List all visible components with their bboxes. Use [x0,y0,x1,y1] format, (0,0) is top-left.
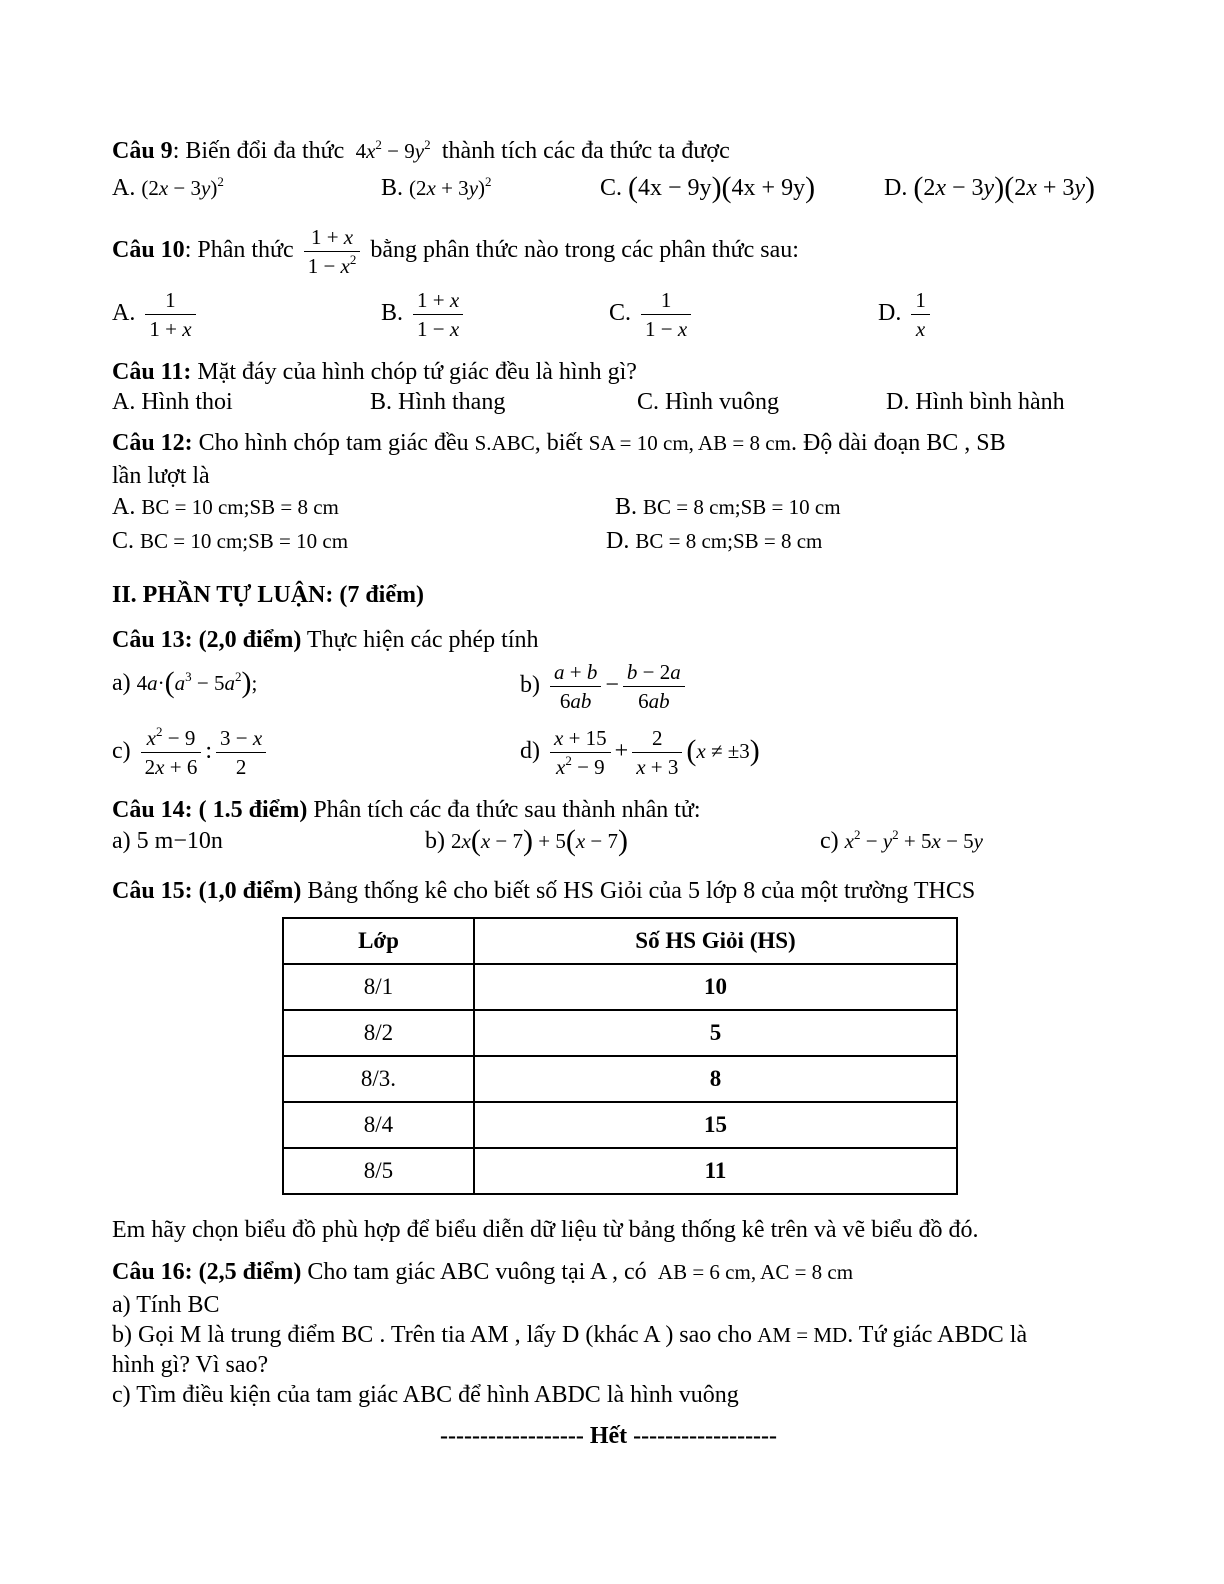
q9-option-a: A. $(2x - 3y)^2$ [112,174,224,201]
q13-part-d: d) $\frac{x + 15}{x^2 - 9}$ + $\frac{2}{x + 3}$ (x ≠ ±3) [520,725,760,779]
q16-part-b-line2: hình gì? Vì sao? [112,1352,269,1378]
table-header-cell: Số HS Giỏi (HS) [474,918,957,964]
q12-option-d: D. BC = 8 cm;SB = 8 cm [606,528,823,554]
q12-option-b: B. BC = 8 cm;SB = 10 cm [615,494,841,520]
q12-line2: lần lượt là [112,463,210,489]
table-cell: 8 [474,1056,957,1102]
table-row [283,1010,957,1056]
table-header-row [283,918,957,964]
statistics-table [282,917,958,1195]
q9-option-c: C. (4x − 9y)(4x + 9y) [600,171,816,204]
q15-instruction: Em hãy chọn biểu đồ phù hợp để biểu diễn dữ liệu từ bảng thống kê trên và vẽ biểu đồ đó. [112,1217,979,1243]
table-row [283,964,957,1010]
table-cell: 10 [474,964,957,1010]
q10-option-a: A. $\frac{1}{1 + x}$ [112,283,200,343]
table-cell: 8/3. [283,1056,474,1102]
question-label: Câu 15: (1,0 điểm) [112,878,302,904]
q10-option-d: D. $\frac{1}{x}$ [878,283,934,343]
q13-part-c: c) $\frac{x^2 - 9}{2x + 6}$ : $\frac{3 - x}{2}$ [112,721,270,781]
q14-part-a: a) 5 m−10n [112,828,223,854]
question-label: Câu 11: [112,359,192,385]
question-label: Câu 12: [112,430,193,456]
question-label: Câu 14: ( 1.5 điểm) [112,797,308,823]
table-cell: 8/4 [283,1102,474,1148]
section-heading: II. PHẦN TỰ LUẬN: (7 điểm) [112,582,424,608]
table-cell: 5 [474,1010,957,1056]
q11-option-c: C. Hình vuông [637,389,780,415]
q12-option-c: C. BC = 10 cm;SB = 10 cm [112,528,349,554]
table-cell: 8/1 [283,964,474,1010]
question-label: Câu 10 [112,237,185,263]
q11-option-b: B. Hình thang [370,389,506,415]
q9-option-d: D. (2x − 3y)(2x + 3y) [884,171,1096,204]
q11-option-d: D. Hình bình hành [886,389,1065,415]
table-cell: 8/2 [283,1010,474,1056]
table-cell: 15 [474,1102,957,1148]
question-16: Câu 16: (2,5 điểm) Cho tam giác ABC vuông tại A , có AB = 6 cm, AC = 8 cm [112,1259,854,1285]
q13-part-a: a) $4a\cdot(a^3 - 5a^2)$; [112,666,258,699]
q14-part-c: c) $x^2 - y^2 + 5x - 5y$ [820,827,983,854]
table-cell: 8/5 [283,1148,474,1194]
question-13: Câu 13: (2,0 điểm) Thực hiện các phép tính [112,627,539,653]
q10-option-c: C. $\frac{1}{1 - x}$ [609,283,695,343]
q9-option-b: B. $(2x + 3y)^2$ [381,174,492,201]
q16-part-b: b) Gọi M là trung điểm BC . Trên tia AM , lấy D (khác A ) sao cho AM = MD. Tứ giác ABDC là [112,1322,1028,1348]
table-header-cell: Lớp [283,918,474,964]
table-row [283,1148,957,1194]
question-15: Câu 15: (1,0 điểm) Bảng thống kê cho biết số HS Giỏi của 5 lớp 8 của một trường THCS [112,878,976,904]
question-14: Câu 14: ( 1.5 điểm) Phân tích các đa thức sau thành nhân tử: [112,797,701,823]
question-10: Câu 10: Phân thức $\frac{1 + x}{1 - x^2}$ bằng phân thức nào trong các phân thức sau: [112,224,799,278]
question-label: Câu 16: (2,5 điểm) [112,1259,302,1285]
question-label: Câu 9 [112,138,173,164]
end-marker: ------------------ Hết ------------------ [440,1423,778,1449]
table-cell: 11 [474,1148,957,1194]
table-row [283,1056,957,1102]
question-12: Câu 12: Cho hình chóp tam giác đều S.ABC, biết SA = 10 cm, AB = 8 cm. Độ dài đoạn BC , SB [112,430,1006,456]
question-11: Câu 11: Mặt đáy của hình chóp tứ giác đều là hình gì? [112,359,637,385]
q14-part-b: b) 2x(x − 7) + 5(x − 7) [425,824,629,857]
table-row [283,1102,957,1148]
q16-part-c: c) Tìm điều kiện của tam giác ABC để hình ABDC là hình vuông [112,1382,739,1408]
question-9: Câu 9: Biến đổi đa thức $4x^2 - 9y^2$ thành tích các đa thức ta được [112,137,730,164]
q12-option-a: A. BC = 10 cm;SB = 8 cm [112,494,339,520]
q11-option-a: A. Hình thoi [112,389,233,415]
q13-part-b: b) $\frac{a + b}{6ab}$ − $\frac{b - 2a}{6ab}$ [520,655,689,715]
question-label: Câu 13: (2,0 điểm) [112,627,302,653]
q10-option-b: B. $\frac{1 + x}{1 - x}$ [381,283,467,343]
q16-part-a: a) Tính BC [112,1292,220,1318]
